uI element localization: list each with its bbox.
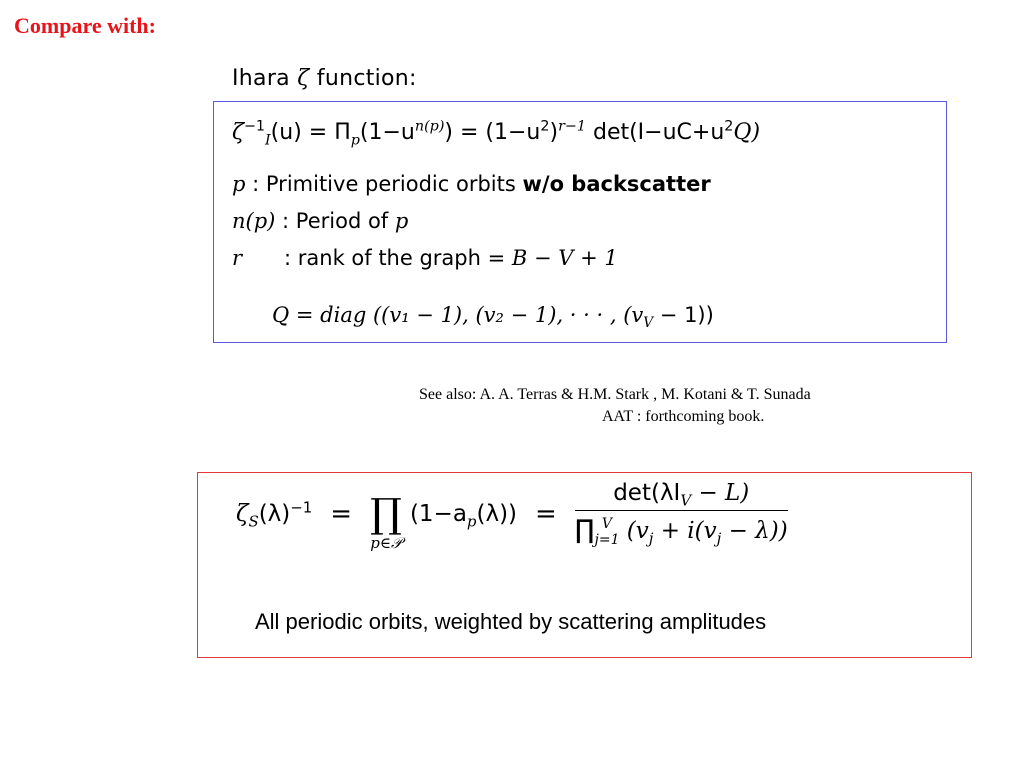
quantum-numerator-text: det(λI — [613, 480, 681, 507]
def-r-symbol: r — [232, 246, 243, 270]
def-p-line — [232, 172, 711, 196]
def-np-symbol: n(p) — [232, 209, 276, 233]
quantum-numerator-sub: V — [680, 491, 692, 510]
def-np-tail: p — [394, 209, 409, 233]
quantum-den-body-sub2: j — [716, 529, 722, 548]
def-r-expr: B − V + 1 — [511, 246, 618, 270]
formula-middle-sup: n(p) — [414, 118, 445, 135]
quantum-den-sub: j=1 — [594, 531, 620, 548]
quantum-numerator-end: − L) — [691, 480, 750, 507]
heading-compare: Compare with: — [14, 13, 156, 38]
formula-lhs-sub: I — [265, 132, 271, 149]
formula-prod-sub: p — [350, 132, 360, 149]
quantum-prod-sub: p∈𝒫 — [370, 534, 402, 552]
def-p-text: : Primitive periodic orbits — [252, 172, 516, 196]
quantum-den-sup: V — [601, 515, 613, 532]
quantum-fraction — [575, 480, 788, 548]
q-line-end: − 1)) — [653, 303, 714, 327]
formula-lhs: ζ — [232, 120, 244, 145]
quantum-prod-body-sub: p — [466, 512, 477, 531]
formula-sq-2: 2 — [724, 118, 734, 135]
see-also-line2: AAT : forthcoming book. — [602, 408, 765, 425]
def-p-bold: w/o backscatter — [522, 172, 711, 196]
formula-q: Q) — [733, 120, 761, 145]
ihara-title — [232, 66, 417, 91]
formula-det: det(I−uC+u — [585, 120, 725, 145]
quantum-lhs-arg: (λ) — [258, 501, 291, 527]
quantum-den-body-end: − λ)) — [721, 518, 788, 545]
quantum-den-body-mid: + i(v — [653, 518, 717, 545]
ihara-title-rest: function: — [316, 66, 417, 91]
quantum-lhs-sub: S — [248, 512, 259, 531]
see-also — [419, 384, 811, 428]
quantum-den-body-sub: j — [648, 529, 654, 548]
quantum-lhs-sup: −1 — [290, 498, 313, 517]
quantum-den-prod: ∏ — [574, 515, 595, 546]
def-p-symbol: p — [232, 172, 246, 196]
quantum-prod-body-end: (λ)) — [476, 501, 518, 527]
quantum-eq-2: = — [535, 499, 557, 529]
quantum-denominator — [575, 511, 788, 548]
quantum-product — [370, 491, 402, 552]
see-also-line1: See also: A. A. Terras & H.M. Stark , M. Kotani & T. Sunada — [419, 386, 811, 403]
quantum-eq-1: = — [330, 499, 353, 529]
q-line — [272, 303, 714, 332]
caption-weighted: All periodic orbits, weighted by scattering amplitudes — [255, 609, 767, 634]
quantum-prod-symbol: ∏ — [370, 491, 402, 537]
ihara-title-text: Ihara — [232, 66, 290, 91]
def-np-text: : Period of — [282, 209, 389, 233]
def-r-line — [232, 246, 618, 270]
quantum-den-body: (v — [626, 518, 649, 545]
quantum-formula — [236, 476, 788, 552]
formula-arg: (u) = Π — [270, 120, 351, 145]
formula-sq: 2 — [540, 118, 550, 135]
formula-middle: (1−u — [359, 120, 415, 145]
formula-r-sup: r−1 — [558, 118, 586, 135]
quantum-prod-body: (1−a — [409, 501, 467, 527]
def-np-line — [232, 209, 408, 233]
q-line-sub: V — [643, 315, 654, 332]
ihara-formula: $\zeta^{-1}_I(u) = \Pi_p(1-u^{n(p)}) = (1-u^2)^{r-1}$ $\det(I-uC+u^2Q)$ — [232, 118, 761, 149]
quantum-numerator — [575, 480, 788, 510]
quantum-lhs: ζ — [236, 501, 249, 527]
formula-lhs-sup: −1 — [243, 118, 266, 135]
ihara-title-symbol: ζ — [297, 66, 310, 91]
q-line-text: Q = diag ((v₁ − 1), (v₂ − 1), · · · , (v — [272, 303, 644, 327]
formula-close: ) = (1−u — [444, 120, 541, 145]
def-r-text: : rank of the graph = — [284, 246, 506, 270]
